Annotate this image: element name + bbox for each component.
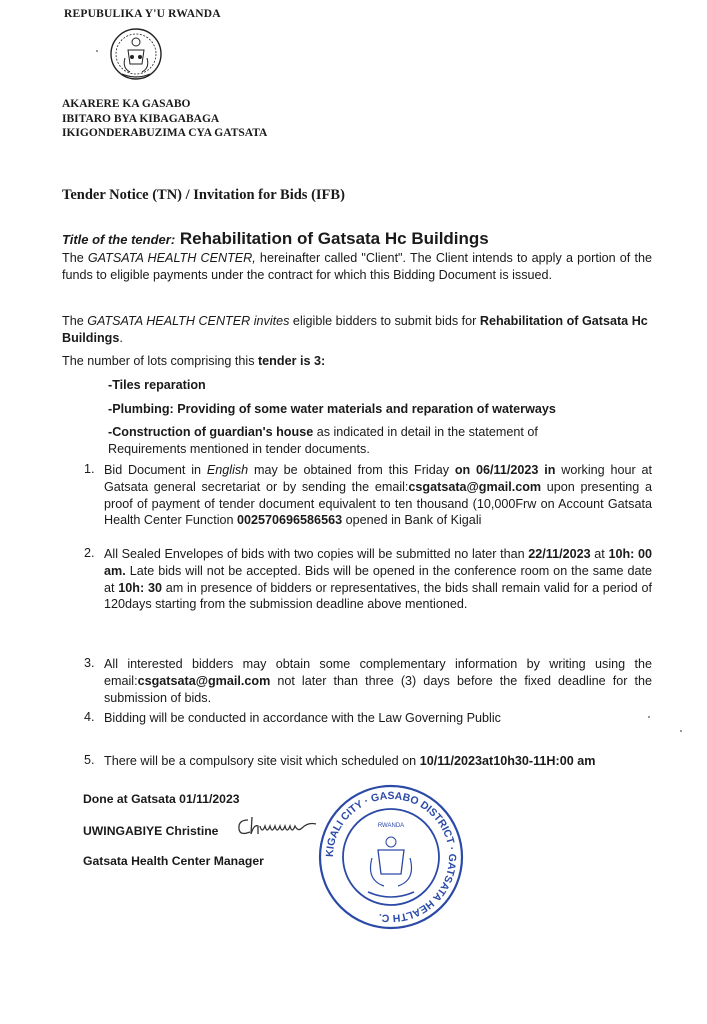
lot-item-plumbing: -Plumbing: Providing of some water materials and reparation of waterways: [108, 402, 556, 416]
item-1-number: 1.: [84, 462, 95, 476]
intro-paragraph: [62, 250, 652, 284]
lot-item-construction: [108, 424, 588, 458]
stamp-ring-text: KIGALI CITY · GASABO DISTRICT · GATSATA HEALTH C.: [323, 789, 459, 925]
scan-speck: [96, 50, 98, 52]
national-emblem-icon: [108, 24, 164, 84]
item-2-time: 10h: 00 am.: [104, 547, 652, 578]
item-4-number: 4.: [84, 710, 95, 724]
lot-item-tiles: -Tiles reparation: [108, 378, 206, 392]
item-2-a: All Sealed Envelopes of bids with two copies will be submitted no later than: [104, 547, 529, 561]
client-name: GATSATA HEALTH CENTER,: [87, 251, 256, 265]
item-2-opening-time: 10h: 30: [118, 580, 162, 595]
item-5-text: [104, 753, 652, 770]
item-1-a: Bid Document in: [104, 463, 207, 477]
lot3-title: -Construction of guardian's house: [108, 425, 314, 439]
lot3-details: as indicated in detail in the statement of Requirements mentioned in tender documents.: [108, 425, 538, 456]
item-3-a: All interested bidders may obtain some complementary information by writing using the email:: [104, 657, 652, 688]
item-3-b: not later than three (3) days before the fixed deadline for the submission of bids.: [104, 673, 652, 705]
lots-intro-text: The number of lots comprising this: [62, 354, 258, 368]
item-4-text: Bidding will be conducted in accordance with the Law Governing Public: [104, 711, 501, 725]
item-1-language: English: [206, 463, 249, 477]
tender-title-lead: Title of the tender:: [62, 232, 176, 247]
item-5-number: 5.: [84, 753, 95, 767]
item-2-deadline: 22/11/2023: [528, 547, 591, 561]
intro-text-b: hereinafter called "Client". The Client intends to apply a portion of the funds to eligible payments under the contract for which this Bidding Document is issued.: [62, 251, 652, 282]
item-3-number: 3.: [84, 656, 95, 670]
invite-org: GATSATA HEALTH CENTER invites: [87, 314, 290, 328]
office-line-health-center: IKIGONDERABUZIMA CYA GATSATA: [62, 127, 268, 139]
signatory-name: UWINGABIYE Christine: [83, 824, 219, 838]
item-1-d: upon presenting a proof of payment of tender document equivalent to ten thousand (10,000Frw on Account Gatsata Health Center Function: [104, 479, 652, 528]
stamp-inner-text: RWANDA: [377, 823, 405, 829]
scan-speck: [648, 716, 650, 718]
invitation-paragraph: [62, 313, 652, 347]
invite-project: Rehabilitation of Gatsata Hc Buildings: [62, 314, 648, 345]
item-2-number: 2.: [84, 546, 95, 560]
item-1-date: on 06/11/2023 in: [454, 463, 556, 477]
lots-intro: [62, 353, 325, 370]
tender-title: [62, 229, 489, 249]
notice-title: Tender Notice (TN) / Invitation for Bids (IFB): [62, 187, 345, 203]
scan-speck: [680, 730, 682, 732]
item-1-e: opened in Bank of Kigali: [342, 513, 482, 528]
item-5-site-visit: 10/11/2023at10h30-11H:00 am: [419, 754, 596, 768]
invite-text-a: The: [62, 314, 88, 328]
item-1-c: working hour at Gatsata general secretariat or by sending the email:: [104, 463, 652, 494]
intro-text-a: The: [62, 251, 88, 265]
tender-title-name: Rehabilitation of Gatsata Hc Buildings: [179, 229, 489, 248]
signatory-role: Gatsata Health Center Manager: [83, 854, 264, 868]
item-2-text: [104, 546, 652, 613]
office-line-district: AKARERE KA GASABO: [62, 98, 191, 110]
lots-count: tender is 3:: [257, 354, 326, 368]
item-1-account: 002570696586563: [237, 513, 343, 528]
republic-heading: REPUBULIKA Y'U RWANDA: [64, 8, 221, 20]
item-3-text: [104, 656, 652, 706]
done-at-line: Done at Gatsata 01/11/2023: [83, 792, 240, 806]
office-header: [62, 97, 267, 141]
item-1-b: may be obtained from this Friday: [248, 463, 455, 477]
invite-text-b: eligible bidders to submit bids for: [289, 314, 480, 328]
item-2-d: am in presence of bidders or representatives, the bids shall remain valid for a period of 120days starting from the submission deadline above mentioned.: [104, 580, 653, 612]
item-1-email: csgatsata@gmail.com: [408, 479, 542, 494]
item-1-text: [104, 462, 652, 529]
invite-text-c: .: [119, 330, 123, 345]
office-line-hospital: IBITARO BYA KIBAGABAGA: [62, 112, 220, 125]
item-2-c: Late bids will not be accepted. Bids will be opened in the conference room on the same date at: [104, 563, 652, 595]
item-2-b: at: [590, 547, 609, 561]
item-5-a: There will be a compulsory site visit which scheduled on: [104, 754, 420, 768]
item-3-email: csgatsata@gmail.com: [137, 673, 271, 688]
official-stamp-icon: [316, 782, 466, 932]
